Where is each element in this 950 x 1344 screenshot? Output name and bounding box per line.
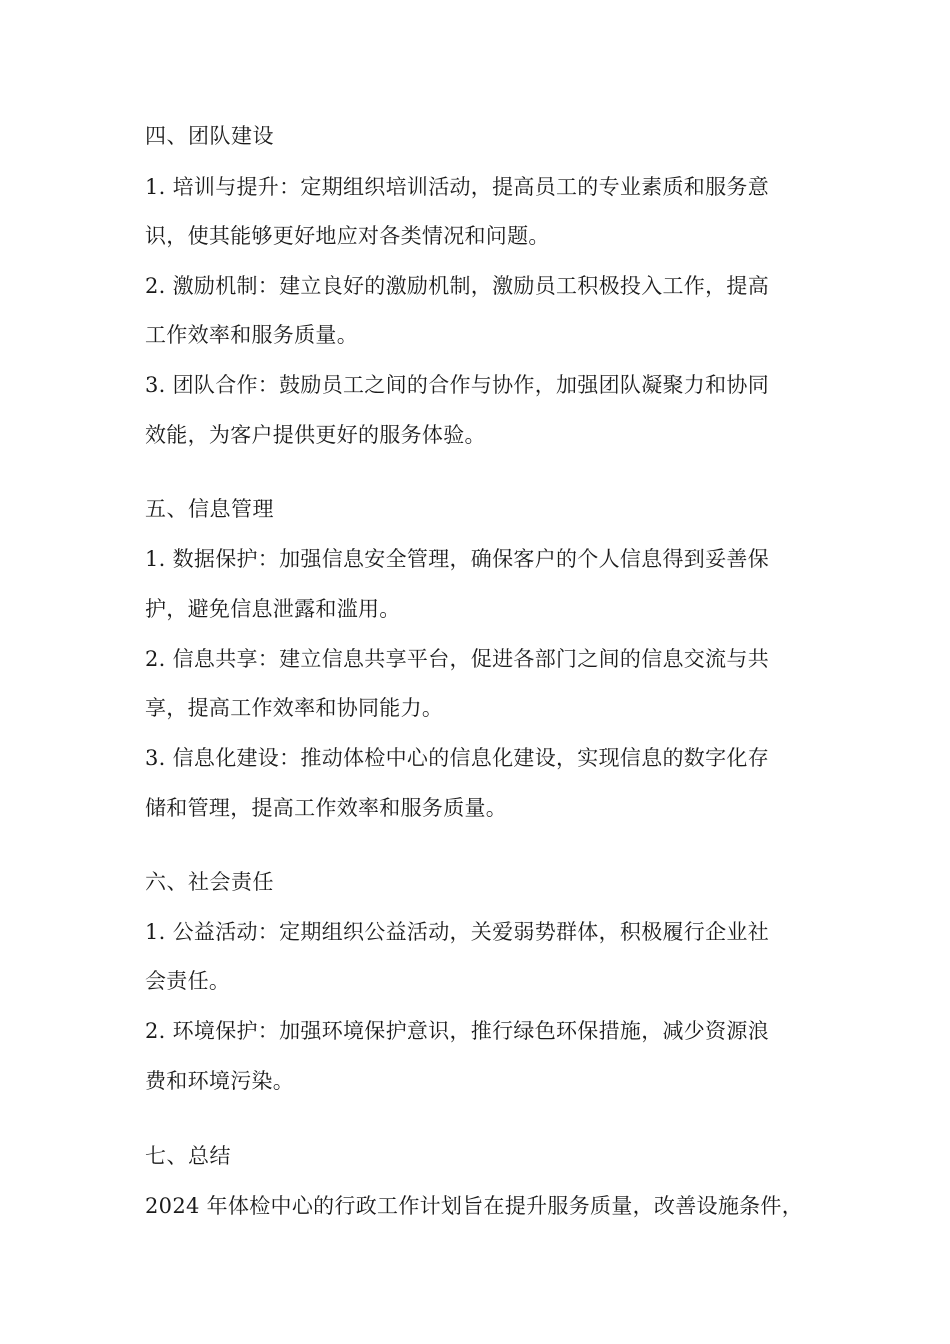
paragraph-line: 2. 信息共享：建立信息共享平台，促进各部门之间的信息交流与共 [145, 647, 770, 671]
paragraph-line: 效能，为客户提供更好的服务体验。 [145, 423, 486, 447]
paragraph-line: 2. 环境保护：加强环境保护意识，推行绿色环保措施，减少资源浪 [145, 1019, 770, 1043]
section-heading: 五、信息管理 [145, 497, 274, 521]
section-heading: 四、团队建设 [145, 124, 274, 148]
paragraph-line: 3. 信息化建设：推动体检中心的信息化建设，实现信息的数字化存 [145, 746, 770, 770]
paragraph-line: 会责任。 [145, 969, 231, 993]
paragraph-line: 享，提高工作效率和协同能力。 [145, 696, 444, 720]
section-heading: 六、社会责任 [145, 870, 274, 894]
paragraph-line: 2024 年体检中心的行政工作计划旨在提升服务质量，改善设施条件， [145, 1194, 804, 1218]
paragraph-line: 1. 数据保护：加强信息安全管理，确保客户的个人信息得到妥善保 [145, 547, 770, 571]
paragraph-line: 识，使其能够更好地应对各类情况和问题。 [145, 224, 550, 248]
paragraph-line: 费和环境污染。 [145, 1069, 295, 1093]
paragraph-line: 储和管理，提高工作效率和服务质量。 [145, 796, 508, 820]
paragraph-line: 1. 公益活动：定期组织公益活动，关爱弱势群体，积极履行企业社 [145, 920, 770, 944]
paragraph-line: 3. 团队合作：鼓励员工之间的合作与协作，加强团队凝聚力和协同 [145, 373, 770, 397]
section-heading: 七、总结 [145, 1144, 231, 1168]
paragraph-line: 工作效率和服务质量。 [145, 323, 358, 347]
paragraph-line: 2. 激励机制：建立良好的激励机制，激励员工积极投入工作，提高 [145, 274, 770, 298]
paragraph-line: 1. 培训与提升：定期组织培训活动，提高员工的专业素质和服务意 [145, 175, 770, 199]
paragraph-line: 护，避免信息泄露和滥用。 [145, 597, 401, 621]
